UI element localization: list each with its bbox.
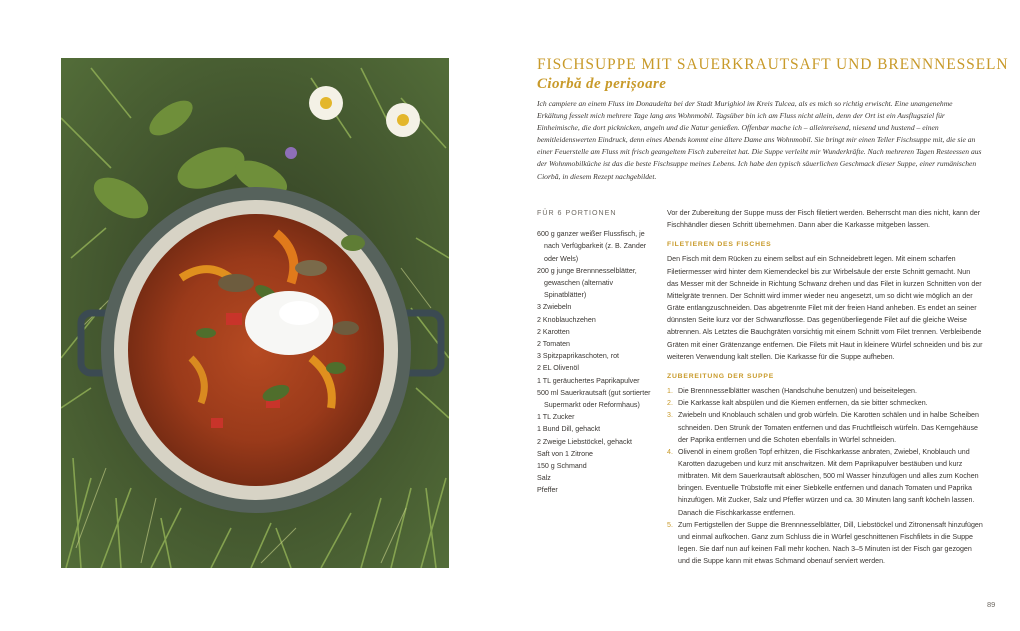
fillet-heading: FILETIEREN DES FISCHES: [667, 241, 772, 249]
step-item: [667, 519, 983, 568]
ingredient-item: 1 TL Zucker: [537, 413, 575, 422]
ingredient-item: Pfeffer: [537, 486, 558, 495]
ingredient-item: 2 Tomaten: [537, 340, 570, 349]
ingredient-item: Saft von 1 Zitrone: [537, 449, 593, 458]
fillet-text: Den Fisch mit dem Rücken zu einem selbst auf ein Schneidebrett legen. Mit einem scharfen Filetiermesser wird hinter dem Kiemendeckel bis zur Wirbelsäule der erste Schnitt gemacht. Nun das Messer mit der Schneide in Richtung Schwanz drehen und das Filet in kurzen Schnitten von der Mittelgräte trennen. Der Schnitt wird immer wieder neu angesetzt, um so dicht wie möglich an der Gräte entlangzuschneiden. Das abgetrennte Filet mit der freien Hand anheben. Es endet an seiner dünnsten Seite kurz vor der Schwanzflosse. Das gegenüberliegende Filet auf die gleiche Weise abtrennen. Als Letztes die Bauchgräten vorsichtig mit einem Schnitt vom Filet trennen. Verbleibende Gräten mit einer Grätenzange entfernen. Die Filets mit Haut in kleinere Würfel schneiden und bis zur weiteren Verwendung kalt stellen. Die Karkasse für die Suppe aufheben.: [667, 255, 983, 361]
step-text: Die Karkasse kalt abspülen und die Kiemen entfernen, da sie bitter schmecken.: [678, 399, 928, 408]
ingredient-item: 500 ml Sauerkrautsaft (gut sortierter Supermarkt oder Reformhaus): [537, 388, 651, 410]
ingredient-list: [537, 228, 655, 496]
step-item: [667, 446, 983, 519]
ingredient-item: 2 Zweige Liebstöckel, gehackt: [537, 437, 633, 446]
soup-photo: [61, 58, 449, 568]
recipe-title: FISCHSUPPE MIT SAUERKRAUTSAFT UND BRENNNESSELN: [537, 56, 1009, 73]
step-number: 2.: [667, 399, 673, 408]
ingredients-column: [537, 207, 655, 497]
step-item: [667, 409, 983, 445]
ingredient-item: 1 Bund Dill, gehackt: [537, 425, 601, 434]
ingredient-item: 1 TL geräuchertes Paprikapulver: [537, 376, 640, 385]
ingredient-item: 150 g Schmand: [537, 462, 587, 471]
step-text: Zum Fertigstellen der Suppe die Brennnesselblätter, Dill, Liebstöckel und Zitronensaft hinzufügen und einmal aufkochen. Ganz zum Schluss die in Würfel geschnittenen Fischfilets in die Suppe legen. Sie darf nun auf keinen Fall mehr kochen. Nach 3–5 Minuten ist der Fisch gar gezogen und die Suppe kann mit etwas Schmand obenauf serviert werden.: [678, 520, 983, 566]
ingredient-item: 2 Karotten: [537, 327, 570, 336]
method-preface: Vor der Zubereitung der Suppe muss der Fisch filetiert werden. Beherrscht man dies nicht, kann der Fischhändler diesen Schritt übernehmen. Dann aber die Karkasse mitgeben lassen.: [667, 209, 981, 230]
step-number: 1.: [667, 387, 673, 396]
step-number: 3.: [667, 411, 673, 420]
ingredient-item: 3 Spitzpaprikaschoten, rot: [537, 352, 620, 361]
step-item: [667, 385, 983, 397]
prep-heading: ZUBEREITUNG DER SUPPE: [667, 372, 775, 380]
portion-label: FÜR 6 PORTIONEN: [537, 209, 617, 217]
step-text: Die Brennnesselblätter waschen (Handschuhe benutzen) und beiseitelegen.: [678, 387, 917, 396]
ingredient-item: 600 g ganzer weißer Flussfisch, je nach Verfügbarkeit (z. B. Zander oder Wels): [537, 230, 647, 263]
step-text: Olivenöl in einem großen Topf erhitzen, die Fischkarkasse anbraten, Zwiebel, Knoblauch und Karotten dazugeben und kurz mit anschwitzen. Mit dem Paprikapulver bestäuben und kurz mitbraten. Mit dem Sauerkrautsaft ablöschen, 500 ml Wasser hinzufügen und alles zum Kochen bringen. Eventuelle Trübstoffe mit einer Siebkelle entfernen und danach Tomaten und Paprika hinzufügen. Mit Zucker, Salz und Pfeffer würzen und ca. 30 Minuten lang sanft köcheln lassen. Danach die Fischkarkasse entfernen.: [678, 447, 979, 517]
method-column: [667, 207, 983, 567]
ingredient-item: 200 g junge Brennnesselblätter, gewaschen (alternativ Spinatblätter): [537, 266, 637, 300]
step-number: 5.: [667, 520, 673, 529]
step-item: [667, 397, 983, 409]
recipe-subtitle: Ciorbă de perișoare: [537, 76, 667, 92]
ingredient-item: 3 Zwiebeln: [537, 303, 572, 312]
recipe-intro: Ich campiere an einem Fluss im Donaudelta bei der Stadt Murighiol im Kreis Tulcea, als es mich so richtig erwischt. Eine unangenehme Erkältung fesselt mich mehrere Tage lang ans Wohnmobil. Tagsüber bin ich am Fluss nicht allein, denn der Ort ist ein Ausflugsziel für Einheimische, die dort picknicken, angeln und die Natur genießen. Offenbar mache ich – alleinreisend, niesend und hustend – einen bemitleidenswerten Eindruck, denn eines Abends kommt eine ältere Dame ans Wohnmobil. Sie bringt mir einen Teller Fischsuppe mit, die sie an einer Feuerstelle am Fluss mit frisch geangeltem Fisch zubereitet hat. Die Suppe verleiht mir Wunderkräfte. Nach mehreren Tagen Resteessen aus der Wohnmobilküche ist das die beste Fischsuppe meines Lebens. Ich habe den typisch säuerlichen Geschmack dieser Suppe, einer rumänischen Ciorbă, in diesem Rezept nachgebildet.: [537, 99, 982, 181]
ingredient-item: 2 Knoblauchzehen: [537, 315, 596, 324]
step-list: [667, 385, 983, 567]
ingredient-item: Salz: [537, 474, 551, 483]
step-text: Zwiebeln und Knoblauch schälen und grob würfeln. Die Karotten schälen und in halbe Scheiben schneiden. Den Strunk der Tomaten entfernen und das Fruchtfleisch würfeln. Das Kerngehäuse der Paprika entfernen und die Schoten ebenfalls in Würfel schneiden.: [678, 411, 979, 444]
step-number: 4.: [667, 447, 673, 456]
page-number: 89: [987, 600, 996, 609]
ingredient-item: 2 EL Olivenöl: [537, 364, 579, 373]
